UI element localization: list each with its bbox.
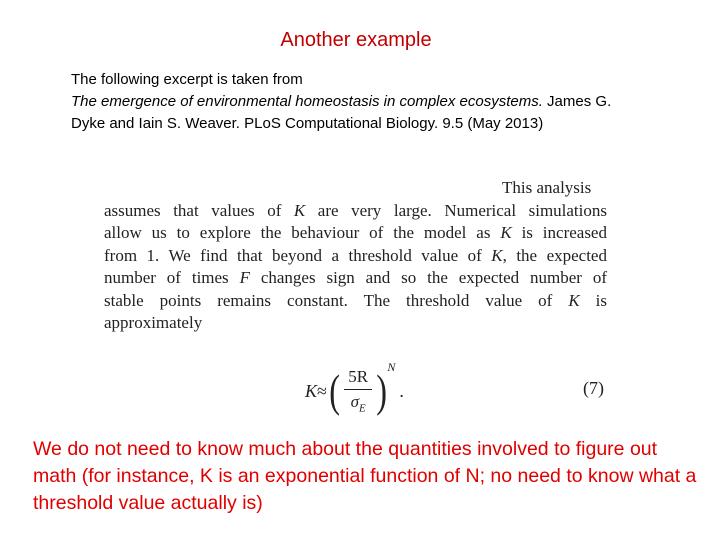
excerpt-line: stable points remains constant. The threshold value of K is: [104, 290, 607, 310]
excerpt-line: This analysis: [502, 178, 592, 197]
citation-line: [71, 91, 711, 113]
fraction-denominator: $\sigma_E$: [350, 392, 366, 415]
fraction: [344, 367, 372, 414]
equation-lhs: K: [305, 380, 318, 401]
commentary-text: We do not need to know much about the quantities involved to figure out math (for instance, K is an exponential function of N; no need to know what a threshold value actually is): [33, 438, 697, 514]
excerpt-line: assumes that values of K are very large. Numerical simulations: [104, 200, 607, 220]
slide-title: Another example: [280, 29, 432, 51]
intro-line: The following excerpt is taken from: [71, 71, 303, 88]
citation-authors: James G.: [542, 93, 612, 110]
right-paren: ): [376, 365, 388, 416]
equation: [305, 362, 404, 420]
left-paren: (: [329, 365, 340, 416]
excerpt-line: number of times F changes sign and so the expected number of: [104, 268, 607, 287]
excerpt-line: allow us to explore the behaviour of the model as K is increased: [104, 223, 607, 242]
excerpt-line: approximately: [104, 313, 203, 332]
equation-number: (7): [583, 378, 604, 398]
paper-excerpt: [104, 177, 607, 335]
citation-title: The emergence of environmental homeostasis in complex ecosystems.: [71, 93, 543, 110]
fraction-numerator: 5R: [344, 367, 372, 390]
equation-period: .: [399, 380, 404, 401]
intro-text: [71, 69, 711, 135]
excerpt-line: from 1. We find that beyond a threshold value of K, the expected: [104, 245, 607, 265]
exponent: N: [387, 360, 396, 374]
approx-symbol: ≈: [317, 380, 327, 401]
citation-details: Dyke and Iain S. Weaver. PLoS Computational Biology. 9.5 (May 2013): [71, 115, 544, 132]
